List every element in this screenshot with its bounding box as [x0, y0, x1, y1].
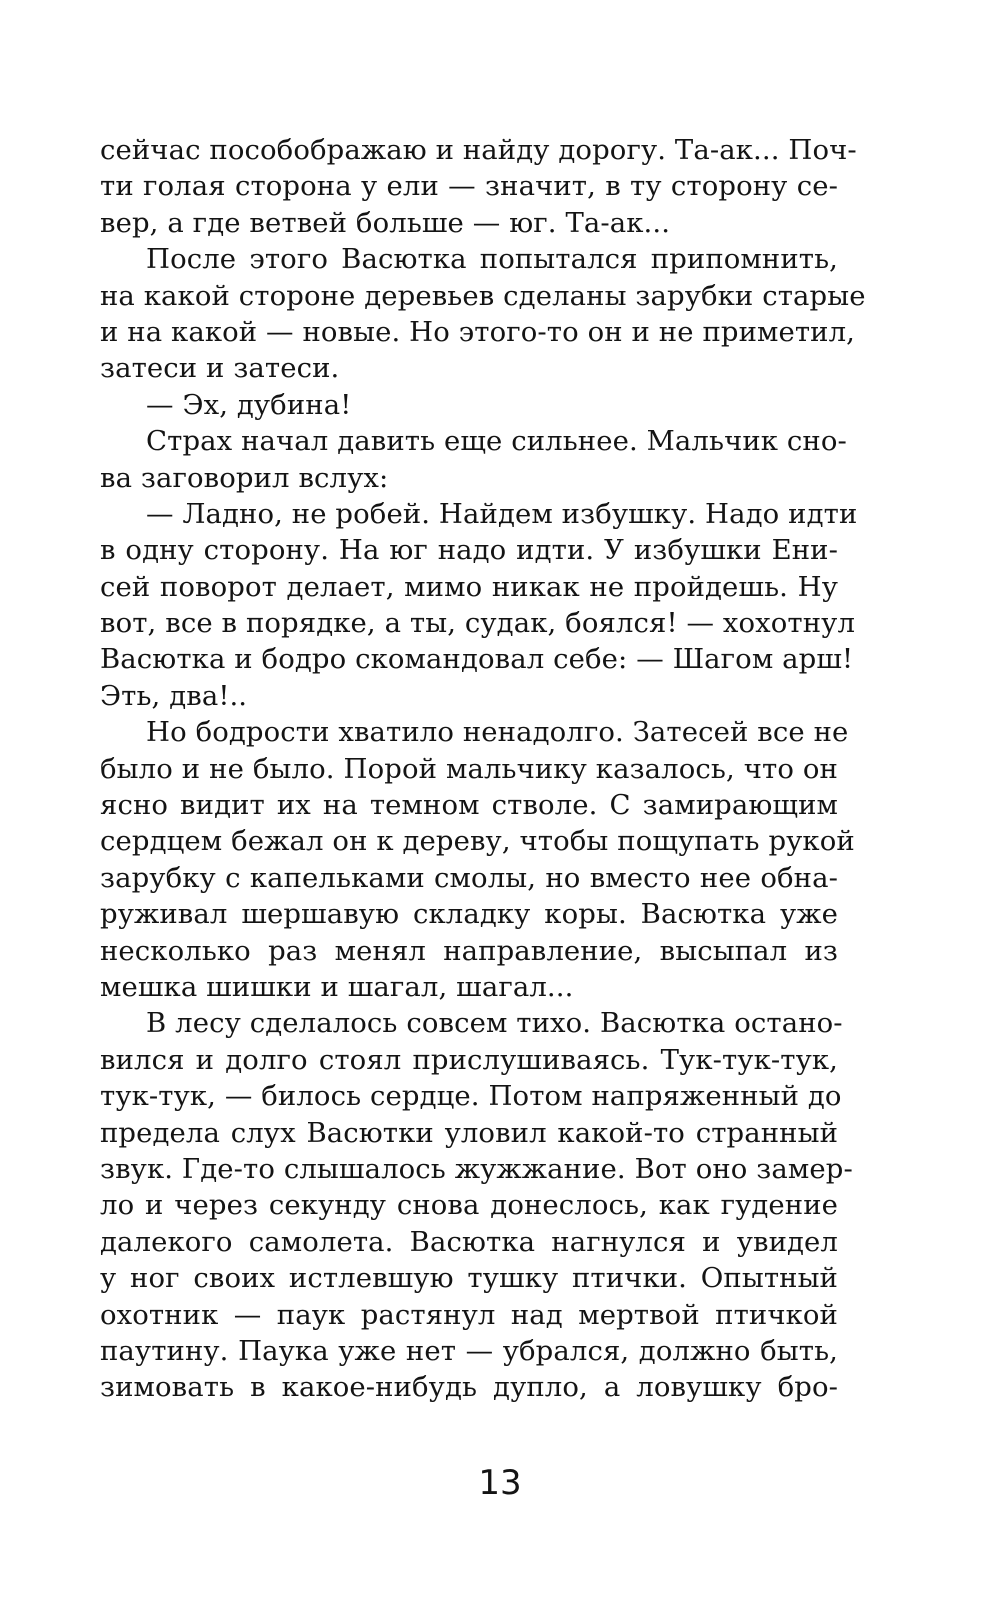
text-line: предела слух Васютки уловил какой-то странный — [100, 1116, 838, 1149]
text-line: — Эх, дубина! — [146, 388, 352, 421]
text-line: в одну сторону. На юг надо идти. У избушки Ени- — [100, 534, 838, 567]
text-line: сей поворот делает, мимо никак не пройдешь. Ну — [100, 570, 838, 603]
text-line: зарубку с капельками смолы, но вместо нее обна- — [100, 861, 838, 894]
text-line: далекого самолета. Васютка нагнулся и увидел — [100, 1225, 838, 1258]
text-line: зимовать в какое-нибудь дупло, а ловушку бро- — [100, 1371, 838, 1404]
text-line: ло и через секунду снова донеслось, как гудение — [100, 1189, 838, 1222]
text-line: паутину. Паука уже нет — убрался, должно быть, — [100, 1334, 838, 1367]
text-line: Васютка и бодро скомандовал себе: — Шагом арш! — [100, 643, 854, 676]
text-line: мешка шишки и шагал, шагал... — [100, 970, 574, 1003]
text-line: руживал шершавую складку коры. Васютка уже — [100, 898, 838, 931]
text-line: вот, все в порядке, а ты, судак, боялся! — хохотнул — [100, 607, 856, 640]
text-line: ясно видит их на темном стволе. С замирающим — [100, 789, 838, 822]
text-line: было и не было. Порой мальчику казалось, что он — [100, 752, 838, 785]
text-line: у ног своих истлевшую тушку птички. Опытный — [100, 1262, 838, 1295]
text-line: несколько раз менял направление, высыпал из — [100, 934, 838, 967]
page-number: 13 — [478, 1463, 522, 1503]
text-line: охотник — паук растянул над мертвой птичкой — [100, 1298, 838, 1331]
text-line: — Ладно, не робей. Найдем избушку. Надо идти — [146, 497, 858, 530]
text-line: сейчас пособображаю и найду дорогу. Та-ак... Поч- — [100, 134, 857, 166]
text-line: После этого Васютка попытался припомнить, — [146, 243, 838, 276]
text-line: звук. Где-то слышалось жужжание. Вот оно замер- — [100, 1152, 853, 1185]
body-text — [100, 132, 866, 1406]
text-line: Эть, два!.. — [100, 679, 248, 712]
text-line: вился и долго стоял прислушиваясь. Тук-тук-тук, — [100, 1043, 838, 1076]
text-line: тук-тук, — билось сердце. Потом напряженный до — [100, 1080, 842, 1113]
text-line: и на какой — новые. Но этого-то он и не приметил, — [100, 315, 856, 348]
text-line: Но бодрости хватило ненадолго. Затесей все не — [146, 716, 849, 749]
text-line: В лесу сделалось совсем тихо. Васютка остано- — [146, 1007, 843, 1040]
text-line: сердцем бежал он к дереву, чтобы пощупать рукой — [100, 825, 855, 858]
text-line: ва заговорил вслух: — [100, 461, 389, 494]
text-line: Страх начал давить еще сильнее. Мальчик сно- — [146, 425, 847, 458]
text-line: затеси и затеси. — [100, 352, 340, 385]
text-line: ти голая сторона у ели — значит, в ту сторону се- — [100, 170, 838, 203]
text-line: на какой стороне деревьев сделаны зарубки старые — [100, 279, 866, 312]
text-line: вер, а где ветвей больше — юг. Та-ак... — [100, 206, 671, 239]
